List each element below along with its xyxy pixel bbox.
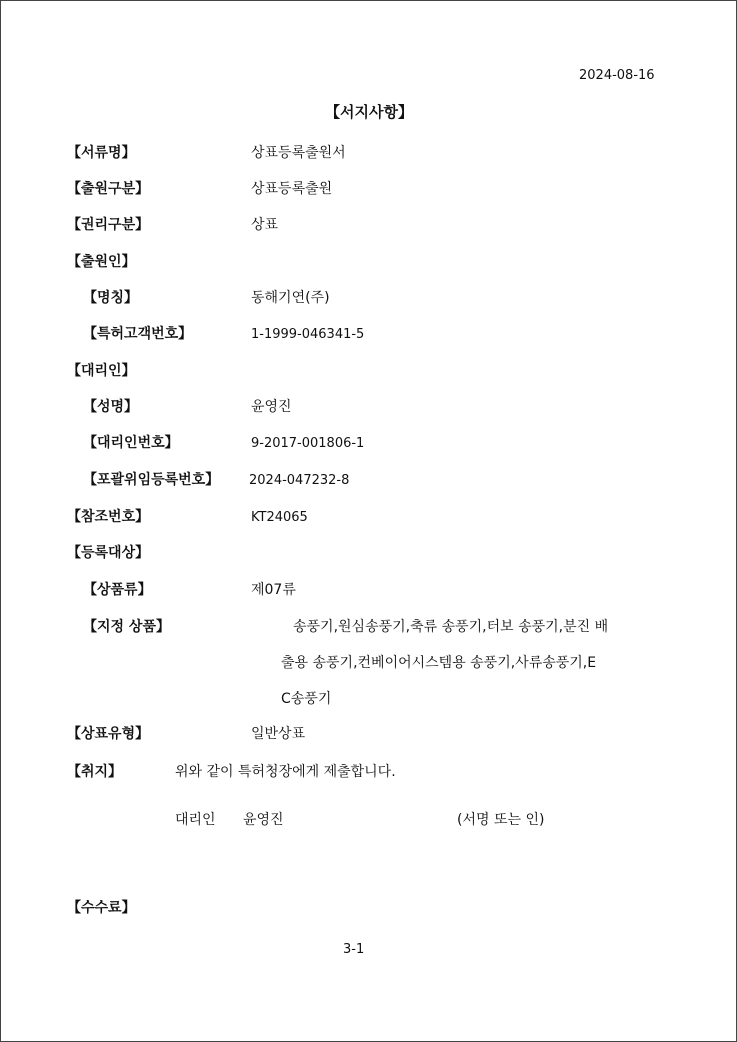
doc-name-value: 상표등록출원서 <box>251 145 346 161</box>
agent-name-value: 윤영진 <box>251 399 292 415</box>
doc-name-label: 【서류명】 <box>67 145 136 161</box>
ref-no-label: 【참조번호】 <box>67 509 150 525</box>
goods-class-value: 제07류 <box>251 582 296 598</box>
applicant-name-value: 동해기연(주) <box>251 290 330 306</box>
right-type-value: 상표 <box>251 217 279 233</box>
page-number: 3-1 <box>343 942 365 957</box>
mark-type-value: 일반상표 <box>251 726 306 742</box>
ref-no-value: KT24065 <box>251 510 308 525</box>
customer-no-value: 1-1999-046341-5 <box>251 327 365 342</box>
right-type-label: 【권리구분】 <box>67 217 150 233</box>
agent-no-value: 9-2017-001806-1 <box>251 436 365 451</box>
agent-label: 【대리인】 <box>67 363 136 379</box>
goods-class-label: 【상품류】 <box>83 582 152 598</box>
designated-goods-line: 송풍기,원심송풍기,축류 송풍기,터보 송풍기,분진 배 <box>293 619 609 635</box>
designated-goods-line: 출용 송풍기,컨베이어시스템용 송풍기,사류송풍기,E <box>281 655 597 671</box>
signature-note: (서명 또는 인) <box>457 812 545 828</box>
signature-role: 대리인 <box>175 812 216 828</box>
purpose-value: 위와 같이 특허청장에게 제출합니다. <box>175 764 396 780</box>
purpose-label: 【취지】 <box>67 764 123 780</box>
applicant-name-label: 【명칭】 <box>83 290 139 306</box>
section-heading: 【서지사항】 <box>325 103 413 121</box>
reg-target-label: 【등록대상】 <box>67 545 150 561</box>
app-type-value: 상표등록출원 <box>251 181 333 197</box>
signature-name: 윤영진 <box>243 812 284 828</box>
designated-goods-label: 【지정 상품】 <box>83 619 170 635</box>
app-type-label: 【출원구분】 <box>67 181 150 197</box>
fee-label: 【수수료】 <box>67 900 136 916</box>
customer-no-label: 【특허고객번호】 <box>83 326 193 342</box>
document-date: 2024-08-16 <box>579 68 655 83</box>
general-power-no-value: 2024-047232-8 <box>249 473 350 488</box>
agent-no-label: 【대리인번호】 <box>83 435 179 451</box>
agent-name-label: 【성명】 <box>83 399 139 415</box>
designated-goods-line: C송풍기 <box>281 691 332 707</box>
general-power-no-label: 【포괄위임등록번호】 <box>83 472 220 488</box>
mark-type-label: 【상표유형】 <box>67 726 150 742</box>
applicant-label: 【출원인】 <box>67 254 136 270</box>
